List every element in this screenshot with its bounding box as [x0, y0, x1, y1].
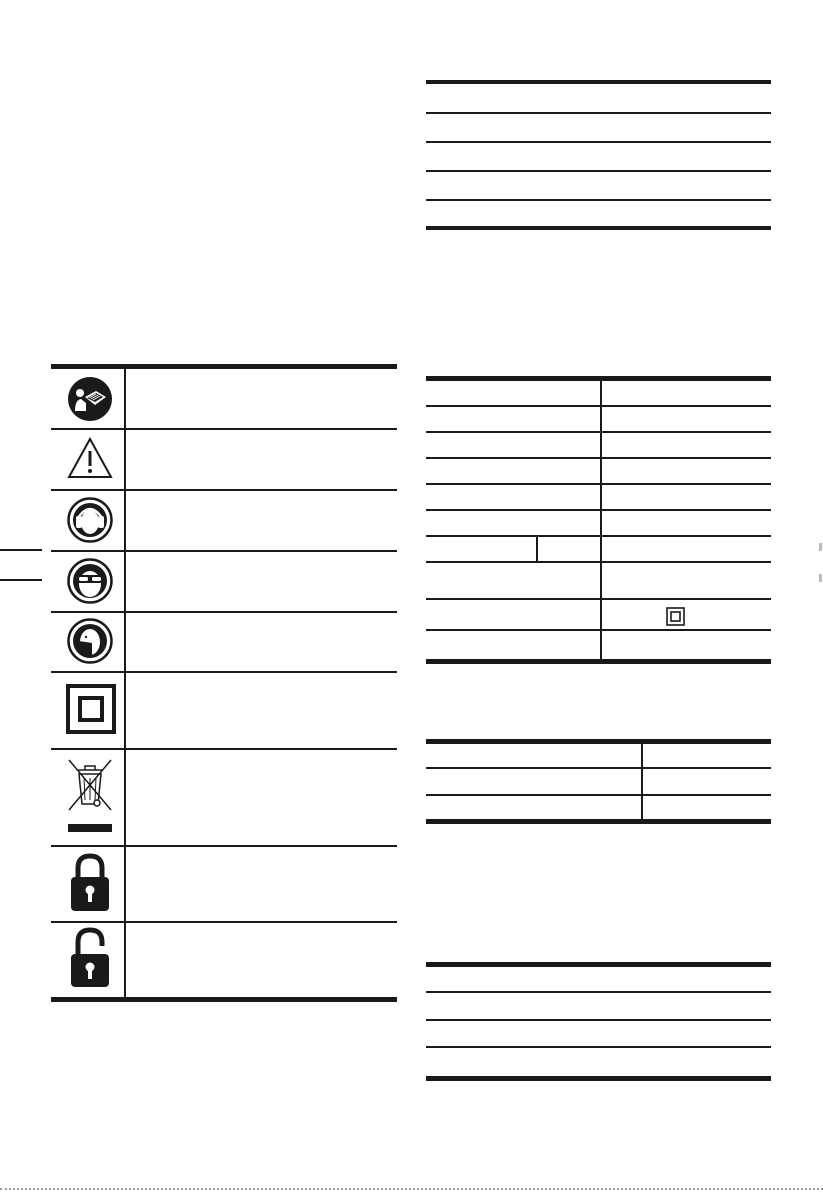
double-insulation-icon [66, 684, 116, 734]
edge-mark [819, 574, 822, 582]
margin-mark [0, 549, 42, 551]
table-top-rule [426, 376, 771, 381]
table-row-rule [426, 431, 771, 433]
table-row-rule [426, 991, 771, 993]
table-row-rule [426, 405, 771, 407]
table-row-rule [51, 748, 397, 750]
lock-open-icon [68, 926, 112, 990]
dust-mask-icon [66, 617, 114, 665]
symbols-column-divider [124, 368, 126, 998]
table-row-rule [426, 112, 771, 114]
table-row-rule [426, 457, 771, 459]
table-row-rule [51, 611, 397, 613]
table-subcolumn-divider [536, 536, 538, 561]
table-row-rule [426, 598, 771, 600]
edge-mark [819, 543, 822, 551]
table-top-rule [426, 962, 771, 967]
table-top-rule [426, 739, 771, 744]
table-bottom-rule [426, 1076, 771, 1081]
table-row-rule [51, 489, 397, 491]
table-bottom-rule [426, 819, 771, 824]
margin-mark [0, 579, 42, 581]
table-row-rule [426, 141, 771, 143]
table-row-rule [426, 1019, 771, 1021]
table-row-rule [426, 561, 771, 563]
table-row-rule [426, 170, 771, 172]
lock-closed-icon [68, 852, 112, 914]
table-row-rule [51, 671, 397, 673]
warning-triangle-icon [66, 435, 114, 481]
table-row-rule [51, 550, 397, 552]
table-bottom-rule [51, 997, 397, 1002]
table-row-rule [426, 1046, 771, 1048]
ear-protection-icon [66, 496, 114, 544]
crossed-out-bin-icon [64, 756, 116, 836]
eye-protection-icon [66, 557, 114, 605]
table-row-rule [426, 794, 771, 796]
table-top-rule [51, 364, 397, 369]
table-column-divider [600, 380, 602, 660]
table-row-rule [51, 845, 397, 847]
table-row-rule [426, 509, 771, 511]
table-column-divider [641, 743, 643, 820]
table-row-rule [426, 483, 771, 485]
table-row-rule [426, 767, 771, 769]
table-bottom-rule [426, 659, 771, 664]
table-row-rule [51, 921, 397, 923]
crop-line [0, 1188, 823, 1190]
table-row-rule [426, 535, 771, 537]
read-manual-icon [66, 375, 114, 423]
table-top-rule [426, 80, 771, 84]
table-row-rule [426, 199, 771, 201]
table-row-rule [426, 629, 771, 631]
double-insulation-icon [666, 607, 685, 626]
table-bottom-rule [426, 226, 771, 230]
table-row-rule [51, 428, 397, 430]
